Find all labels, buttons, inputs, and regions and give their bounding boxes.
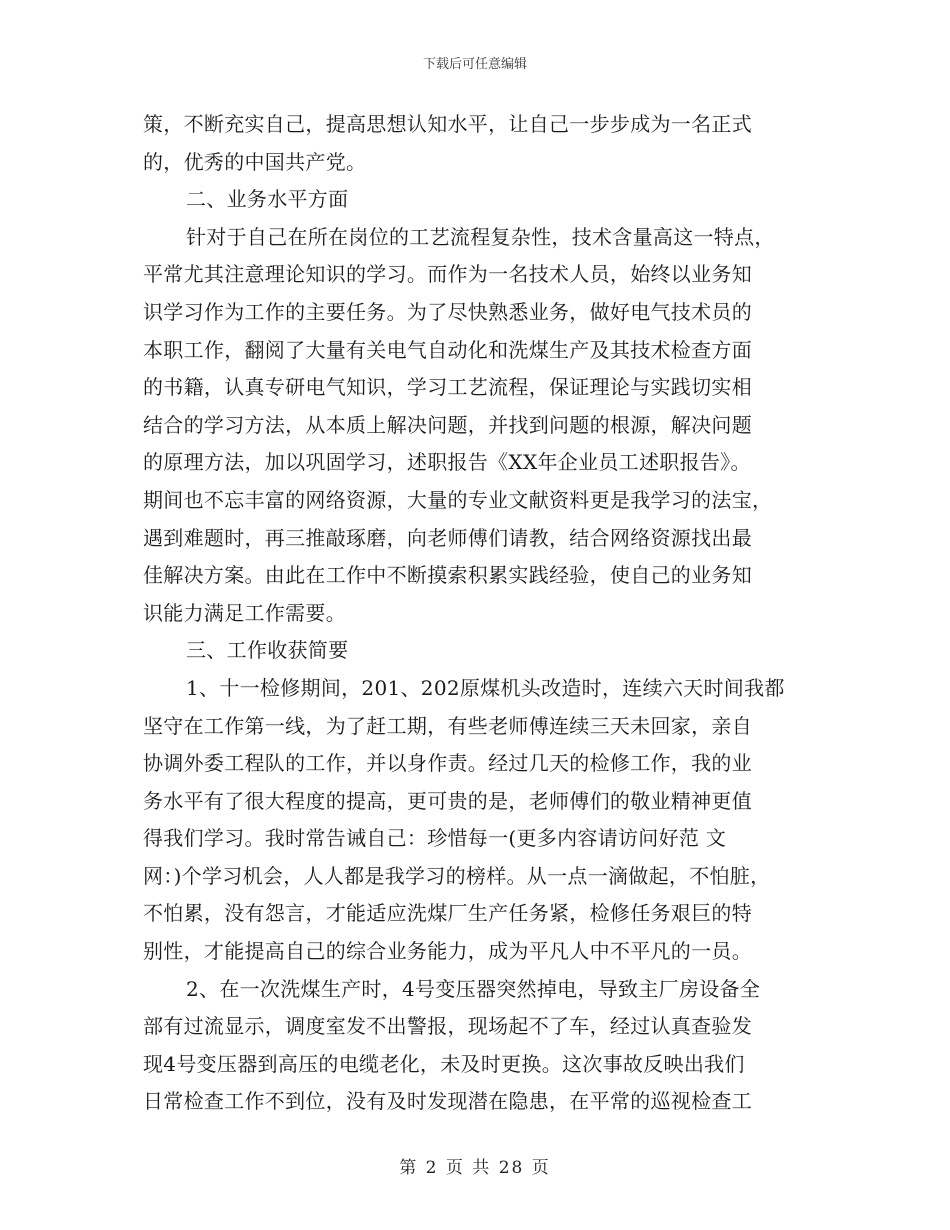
text-line: 的原理方法，加以巩固学习，述职报告《XX年企业员工述职报告》。 xyxy=(143,450,751,475)
text-line: 识学习作为工作的主要任务。为了尽快熟悉业务，做好电气技术员的 xyxy=(143,299,752,324)
text-line: 现4号变压器到高压的电缆老化，未及时更换。这次事故反映出我们 xyxy=(143,1051,745,1076)
text-line: 二、业务水平方面 xyxy=(186,187,349,212)
text-line: 期间也不忘丰富的网络资源，大量的专业文献资料更是我学习的法宝， xyxy=(143,487,773,512)
text-line: 结合的学习方法，从本质上解决问题，并找到问题的根源，解决问题 xyxy=(143,412,752,437)
text-line: 部有过流显示，调度室发不出警报，现场起不了车，经过认真查验发 xyxy=(143,1014,752,1039)
text-line: 2、在一次洗煤生产时，4号变压器突然掉电，导致主厂房设备全 xyxy=(186,976,761,1001)
text-line: 本职工作，翻阅了大量有关电气自动化和洗煤生产及其技术检查方面 xyxy=(143,337,752,362)
text-line: 日常检查工作不到位，没有及时发现潜在隐患，在平常的巡视检查工 xyxy=(143,1089,752,1114)
text-line: 佳解决方案。由此在工作中不断摸索积累实践经验，使自己的业务知 xyxy=(143,563,752,588)
text-line: 的，优秀的中国共产党。 xyxy=(143,149,367,174)
text-line: 务水平有了很大程度的提高，更可贵的是，老师傅们的敬业精神更值 xyxy=(143,788,752,813)
document-body xyxy=(143,106,823,1121)
text-line: 策，不断充实自己，提高思想认知水平，让自己一步步成为一名正式 xyxy=(143,112,752,136)
text-line: 遇到难题时，再三推敲琢磨，向老师傅们请教，结合网络资源找出最 xyxy=(143,525,752,550)
text-line: 别性，才能提高自己的综合业务能力，成为平凡人中不平凡的一员。 xyxy=(143,939,752,964)
text-line: 识能力满足工作需要。 xyxy=(143,600,346,625)
text-line: 协调外委工程队的工作，并以身作责。经过几天的检修工作，我的业 xyxy=(143,751,752,776)
text-line: 得我们学习。我时常告诫自己：珍惜每一(更多内容请访问好范 文 xyxy=(143,826,727,851)
text-line: 坚守在工作第一线，为了赶工期，有些老师傅连续三天未回家，亲自 xyxy=(143,713,752,738)
text-line: 平常尤其注意理论知识的学习。而作为一名技术人员，始终以业务知 xyxy=(143,262,752,287)
text-line: 网：)个学习机会，人人都是我学习的榜样。从一点一滴做起，不怕脏， xyxy=(143,863,771,888)
page-footer: 第 2 页 共 28 页 xyxy=(399,1158,551,1178)
text-line: 1、十一检修期间，201、202原煤机头改造时，连续六天时间我都 xyxy=(186,675,785,700)
text-line: 针对于自己在所在岗位的工艺流程复杂性，技术含量高这一特点， xyxy=(186,224,775,249)
text-line: 的书籍，认真专研电气知识，学习工艺流程，保证理论与实践切实相 xyxy=(143,375,752,400)
text-line: 三、工作收获简要 xyxy=(186,638,349,663)
page-header: 下载后可任意编辑 xyxy=(422,57,527,72)
text-line: 不怕累，没有怨言，才能适应洗煤厂生产任务紧，检修任务艰巨的特 xyxy=(143,901,752,926)
